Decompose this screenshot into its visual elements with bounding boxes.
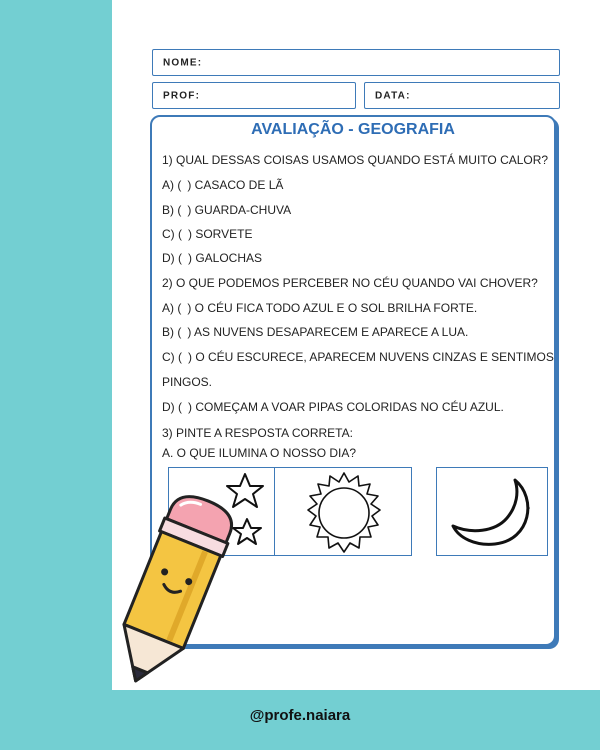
q1-option-c[interactable]: [162, 227, 252, 241]
pencil-mascot: [102, 486, 242, 696]
option-text: ) CASACO DE LÃ: [187, 178, 284, 192]
option-letter: A) (: [162, 301, 182, 315]
q1-option-b[interactable]: [162, 203, 291, 217]
author-handle: @profe.naiara: [249, 707, 351, 724]
question-1: 1) QUAL DESSAS COISAS USAMOS QUANDO ESTÁ MUITO CALOR?: [162, 153, 549, 167]
name-label: NOME:: [163, 57, 203, 68]
sun-icon: [275, 468, 413, 557]
date-label: DATA:: [375, 90, 411, 101]
question-3-sub: A. O QUE ILUMINA O NOSSO DIA?: [162, 446, 357, 460]
q2-option-b[interactable]: [162, 325, 468, 339]
option-letter: A) (: [162, 178, 182, 192]
option-text: ) GUARDA-CHUVA: [187, 203, 292, 217]
question-2: 2) O QUE PODEMOS PERCEBER NO CÉU QUANDO VAI CHOVER?: [162, 276, 538, 290]
option-letter: B) (: [162, 203, 182, 217]
teacher-label: PROF:: [163, 90, 201, 101]
q2-option-a[interactable]: [162, 301, 477, 315]
assessment-title: AVALIAÇÃO - GEOGRAFIA: [251, 121, 455, 138]
q2-option-c-continuation: PINGOS.: [162, 375, 213, 389]
answer-sun[interactable]: [274, 467, 412, 556]
option-letter: C) (: [162, 350, 182, 364]
option-text: ) GALOCHAS: [188, 251, 263, 265]
q1-option-a[interactable]: [162, 178, 283, 192]
q2-option-d[interactable]: [162, 400, 504, 414]
option-text: ) AS NUVENS DESAPARECEM E APARECE A LUA.: [187, 325, 469, 339]
answer-moon[interactable]: [436, 467, 548, 556]
date-field[interactable]: [364, 82, 560, 109]
option-letter: B) (: [162, 325, 182, 339]
q1-option-d[interactable]: [162, 251, 262, 265]
option-text: ) O CÉU ESCURECE, APARECEM NUVENS CINZAS E SENTIMOS: [188, 350, 554, 364]
option-text: ) O CÉU FICA TODO AZUL E O SOL BRILHA FORTE.: [187, 301, 478, 315]
teacher-field[interactable]: [152, 82, 356, 109]
option-letter: C) (: [162, 227, 182, 241]
option-text: ) COMEÇAM A VOAR PIPAS COLORIDAS NO CÉU AZUL.: [188, 400, 504, 414]
question-3: 3) PINTE A RESPOSTA CORRETA:: [162, 426, 353, 440]
option-letter: D) (: [162, 251, 182, 265]
moon-icon: [437, 468, 549, 557]
q2-option-c[interactable]: [162, 350, 554, 364]
name-field[interactable]: [152, 49, 560, 76]
option-letter: D) (: [162, 400, 182, 414]
option-text: ) SORVETE: [188, 227, 253, 241]
